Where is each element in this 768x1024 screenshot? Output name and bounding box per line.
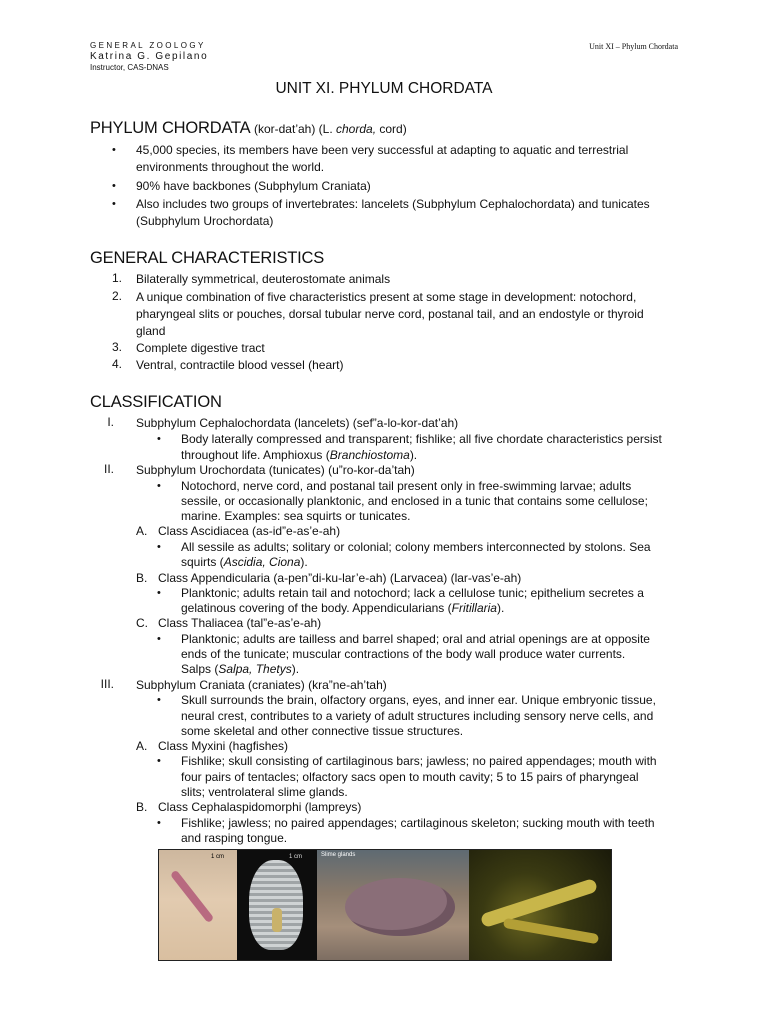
unit-reference: Unit XI – Phylum Chordata <box>589 42 678 51</box>
roman-numeral: III. <box>100 677 114 691</box>
list-item: • 90% have backbones (Subphylum Craniata) <box>136 178 371 195</box>
list-item-cont: neural crest, contributes to a variety of adult structures including sensory nerve cells, and <box>181 709 654 723</box>
list-item-cont: four pairs of tentacles; olfactory sacs open to mouth cavity; 5 to 15 pairs of pharyngeal <box>181 770 639 784</box>
class-letter: C. <box>136 616 148 630</box>
list-item: • Fishlike; jawless; no paired appendages; cartilaginous skeleton; sucking mouth with teeth <box>181 815 655 832</box>
list-number: 3. <box>111 340 122 354</box>
list-number: 2. <box>111 289 122 303</box>
list-item: • Notochord, nerve cord, and postanal tail present only in free-swimming larvae; adults <box>181 478 631 495</box>
lamprey-shape <box>480 878 598 928</box>
photo-hagfish <box>317 850 469 960</box>
roman-numeral: II. <box>103 462 114 476</box>
list-item: • Planktonic; adults retain tail and notochord; lack a cellulose tunic; epithelium secretes a <box>181 585 644 602</box>
instructor-name: Katrina G. Gepilano <box>90 51 209 62</box>
specimen-photo-strip <box>158 849 612 961</box>
list-item: Complete digestive tract <box>136 341 265 355</box>
section-heading-phylum <box>90 119 407 138</box>
page-title: UNIT XI. PHYLUM CHORDATA <box>275 80 493 97</box>
list-item: • All sessile as adults; solitary or colonial; colony members interconnected by stolons. Sea <box>181 539 651 556</box>
class-letter: B. <box>136 800 148 814</box>
list-item: • Body laterally compressed and transparent; fishlike; all five chordate characteristics persist <box>181 431 662 448</box>
phylum-pronunciation: (kor-dat’ah) (L. chorda, cord) <box>253 122 407 136</box>
photo-tunicate <box>237 850 317 960</box>
list-item: • 45,000 species, its members have been very successful at adapting to aquatic and terrestrial <box>136 142 628 159</box>
list-item-cont: pharyngeal slits or pouches, dorsal tubular nerve cord, postanal tail, and an endostyle or thyroid <box>136 307 644 321</box>
course-name: GENERAL ZOOLOGY <box>90 41 206 50</box>
list-item: Bilaterally symmetrical, deuterostomate animals <box>136 272 391 286</box>
tunicate-tail-shape <box>272 908 282 932</box>
list-item-cont: sessile, or occasionally planktonic, and enclosed in a tunic that contains some cellulose; <box>181 494 648 508</box>
list-item-cont: and rasping tongue. <box>181 831 288 845</box>
subphylum-title: Subphylum Urochordata (tunicates) (u”ro-kor-da’tah) <box>136 463 415 477</box>
subphylum-title: Subphylum Craniata (craniates) (kra”ne-ah’tah) <box>136 678 387 692</box>
list-item-cont: slits; ventrolateral slime glands. <box>181 785 348 799</box>
scale-label: 1 cm <box>211 854 225 860</box>
scale-label: 1 cm <box>289 854 303 860</box>
list-item: • Fishlike; skull consisting of cartilaginous bars; jawless; no paired appendages; mouth with <box>181 753 657 770</box>
subphylum-title: Subphylum Cephalochordata (lancelets) (sef”a-lo-kor-dat’ah) <box>136 416 459 430</box>
class-letter: A. <box>136 739 148 753</box>
list-item-cont: marine. Examples: sea squirts or tunicates. <box>181 509 411 523</box>
list-item-cont: some skeletal and other connective tissue structures. <box>181 724 464 738</box>
lamprey-shape <box>503 918 599 945</box>
section-heading-general: GENERAL CHARACTERISTICS <box>90 249 325 267</box>
list-item: • Planktonic; adults are tailless and barrel shaped; oral and atrial openings are at opposite <box>181 631 650 648</box>
photo-lancelet <box>159 850 237 960</box>
list-item-cont: (Subphylum Urochordata) <box>136 214 274 228</box>
class-title: Class Thaliacea (tal”e-as’e-ah) <box>158 616 322 630</box>
list-item-cont: ends of the tunicate; muscular contractions of the body wall produce water currents. <box>181 647 626 661</box>
list-item-cont: Salps (Salpa, Thetys). <box>181 662 300 676</box>
class-title: Class Appendicularia (a-pen”di-ku-lar’e-ah) (Larvacea) (lar-vas’e-ah) <box>158 571 522 585</box>
list-item-cont: gland <box>136 324 166 338</box>
photo-lamprey <box>469 850 611 960</box>
list-number: 1. <box>111 271 122 285</box>
phylum-heading-text: PHYLUM CHORDATA <box>90 119 250 137</box>
section-heading-classification: CLASSIFICATION <box>90 393 222 411</box>
class-title: Class Ascidiacea (as-id”e-as’e-ah) <box>158 524 341 538</box>
running-header <box>90 40 208 73</box>
roman-numeral: I. <box>107 415 114 429</box>
list-item-cont: squirts (Ascidia, Ciona). <box>181 555 308 569</box>
list-number: 4. <box>111 357 122 371</box>
class-title: Class Cephalaspidomorphi (lampreys) <box>158 800 362 814</box>
list-item-cont: gelatinous covering of the body. Appendicularians (Fritillaria). <box>181 601 505 615</box>
instructor-role: Instructor, CAS-DNAS <box>90 63 169 72</box>
lancelet-shape <box>170 870 214 924</box>
class-letter: A. <box>136 524 148 538</box>
list-item: Ventral, contractile blood vessel (heart) <box>136 358 344 372</box>
list-item-cont: environments throughout the world. <box>136 160 325 174</box>
hagfish-shape <box>345 878 455 936</box>
list-item: A unique combination of five characteristics present at some stage in development: notochord, <box>136 290 637 304</box>
class-letter: B. <box>136 571 148 585</box>
class-title: Class Myxini (hagfishes) <box>158 739 289 753</box>
photo-label: Slime glands <box>321 852 356 858</box>
tunicate-shape <box>249 860 303 950</box>
list-item: • Skull surrounds the brain, olfactory organs, eyes, and inner ear. Unique embryonic tissue, <box>181 692 656 709</box>
list-item: • Also includes two groups of invertebrates: lancelets (Subphylum Cephalochordata) and tunicates <box>136 196 650 213</box>
list-item-cont: throughout life. Amphioxus (Branchiostoma). <box>181 448 418 462</box>
